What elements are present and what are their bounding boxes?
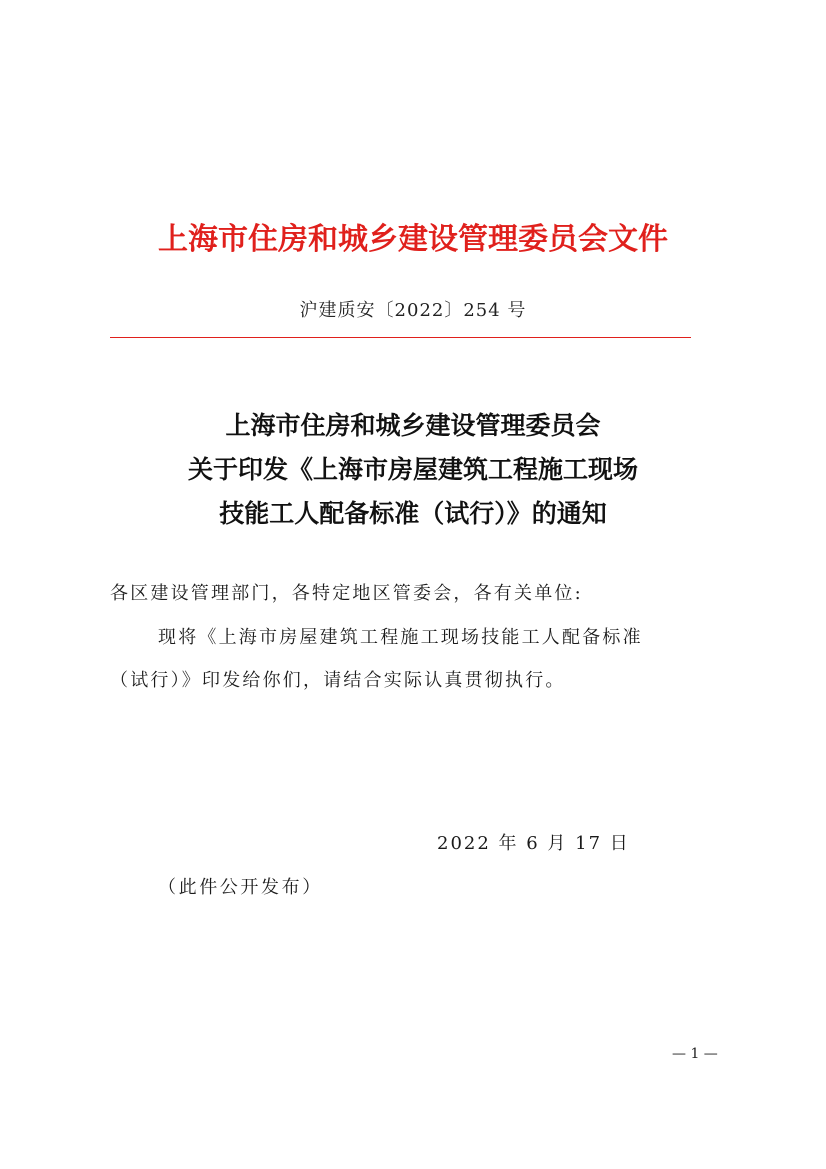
document-number: 沪建质安〔2022〕254 号: [299, 300, 527, 321]
title-line-1: 上海市住房和城乡建设管理委员会: [225, 411, 601, 440]
salutation: 各区建设管理部门，各特定地区管委会，各有关单位:: [110, 583, 583, 604]
page-number: — 1 —: [672, 1046, 718, 1062]
title-line-3: 技能工人配备标准（试行）》的通知: [219, 499, 607, 528]
document-title: [0, 404, 826, 536]
public-release-note: （此件公开发布）: [158, 877, 323, 898]
issue-date: 2022 年 6 月 17 日: [437, 833, 630, 854]
red-separator-line: [110, 337, 691, 338]
issuing-agency-header: 上海市住房和城乡建设管理委员会文件: [158, 222, 668, 257]
body-paragraph-line-2: （试行）》印发给你们，请结合实际认真贯彻执行。: [110, 670, 566, 691]
body-paragraph-line-1: 现将《上海市房屋建筑工程施工现场技能工人配备标准: [158, 627, 643, 648]
title-line-2: 关于印发《上海市房屋建筑工程施工现场: [187, 455, 638, 484]
